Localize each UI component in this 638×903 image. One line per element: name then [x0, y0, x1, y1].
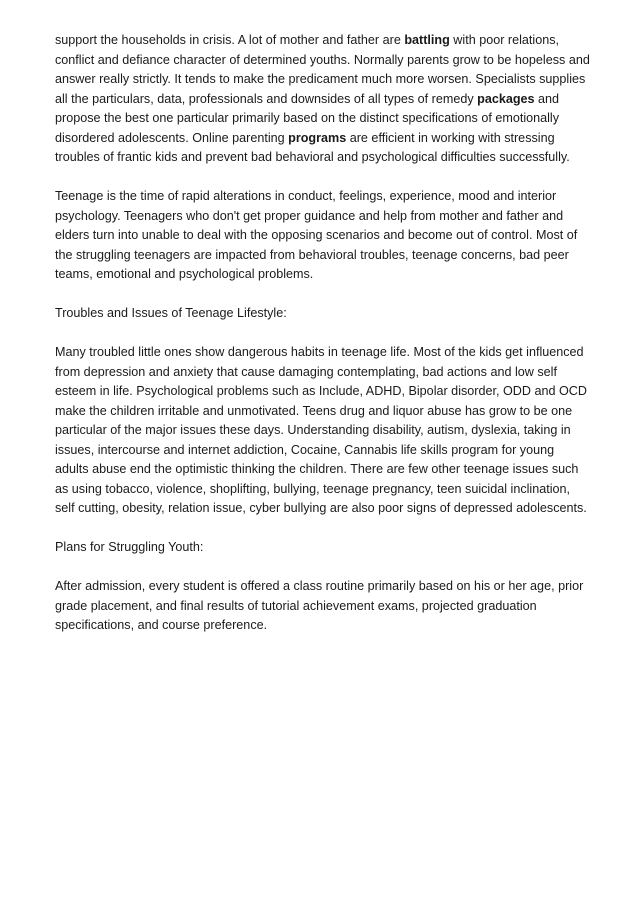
- heading-text: Troubles and Issues of Teenage Lifestyle:: [55, 306, 287, 320]
- paragraph-text: are efficient in working with stressing troubles of frantic kids and prevent bad behavioral and psychological difficulties successfully.: [55, 130, 570, 164]
- bold-keyword: programs: [288, 130, 347, 145]
- paragraph-text: with poor relations, conflict and defiance character of determined youths. Normally parents grow to be hopeless and answer really strictly. It tends to make the predicament much more worsen. Specialists supplies all the particulars, data, professionals and downsides of all types of remedy: [55, 33, 590, 106]
- paragraph-text: support the households in crisis. A lot of mother and father are: [55, 33, 405, 47]
- bold-keyword: battling: [404, 33, 450, 47]
- section-heading: [55, 304, 590, 324]
- paragraph-text: and propose the best one particular primarily based on the distinct specifications of emotionally disordered adolescents. Online parenting: [55, 91, 560, 145]
- body-paragraph: [55, 343, 590, 519]
- body-paragraph: [55, 577, 590, 636]
- body-paragraph: [55, 31, 590, 168]
- body-paragraph: [55, 187, 590, 285]
- heading-text: Plans for Struggling Youth:: [55, 540, 204, 554]
- paragraph-text: Teenage is the time of rapid alterations in conduct, feelings, experience, mood and interior psychology. Teenagers who don't get proper guidance and help from mother and father and elders turn into unable to deal with the opposing scenarios and become out of control. Most of the struggling teenagers are impacted from behavioral troubles, teenage concerns, bad peer teams, emotional and psychological problems.: [55, 189, 578, 281]
- paragraph-text: After admission, every student is offered a class routine primarily based on his or her age, prior grade placement, and final results of tutorial achievement exams, projected graduation specifications, and course preference.: [55, 579, 584, 632]
- document-page: [55, 31, 590, 655]
- section-heading: [55, 538, 590, 558]
- paragraph-text: Many troubled little ones show dangerous habits in teenage life. Most of the kids get influenced from depression and anxiety that cause damaging contemplating, bad actions and low self esteem in life. Psychological problems such as Include, ADHD, Bipolar disorder, ODD and OCD make the children irritable and unmotivated. Teens drug and liquor abuse has grow to be one particular of the major issues these days. Understanding disability, autism, dyslexia, taking in issues, intercourse and internet addiction, Cocaine, Cannabis life skills program for young adults abuse end the optimistic thinking the children. There are few other teenage issues such as using tobacco, violence, shoplifting, bullying, teenage pregnancy, teen suicidal inclination, self cutting, obesity, relation issue, cyber bullying are also poor signs of depressed adolescents.: [55, 345, 587, 515]
- bold-keyword: packages: [477, 91, 535, 106]
